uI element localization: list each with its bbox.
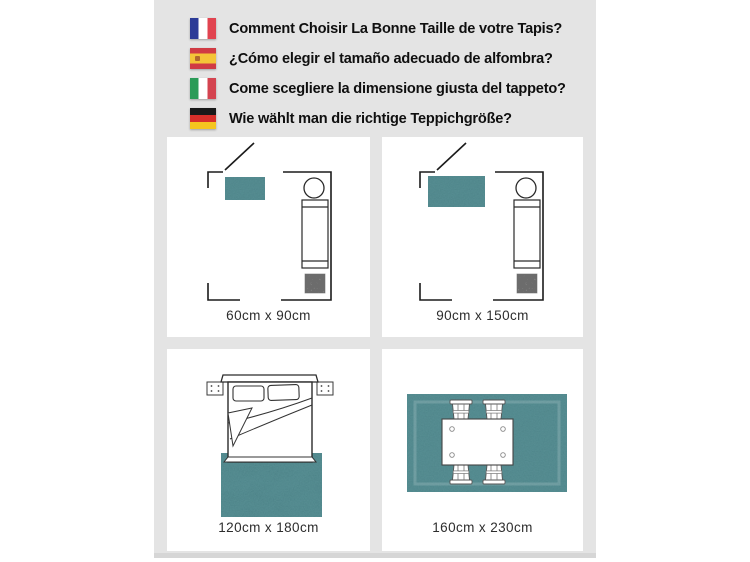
image-bottom-edge [154,553,596,558]
floorplan-small-rug-drawing [167,137,370,337]
headboard [221,375,318,382]
panel-dining-rug [382,349,583,551]
bench [514,200,540,268]
door-swing-line [437,143,466,170]
header-row-italian [190,77,576,99]
france-flag-icon [190,18,216,39]
header-text-french: Comment Choisir La Bonne Taille de votre Tapis? [229,19,563,37]
pillow-right [268,384,300,400]
italy-flag-icon [190,78,216,99]
panel-bedroom-small-rug [167,137,370,337]
floorplan-medium-rug-drawing [382,137,583,337]
header-text-spanish: ¿Cómo elegir el tamaño adecuado de alfombra? [229,49,553,67]
nightstand-right [317,382,333,395]
chair-top-left [450,400,472,419]
bed-foot-rail [224,457,316,462]
side-table [516,178,536,198]
door-swing-line [225,143,254,170]
header-row-spanish [190,47,563,69]
header-row-german [190,107,521,129]
size-label: 160cm x 230cm [432,520,533,535]
rug-size-guide-image [154,0,596,558]
dining-table [442,419,513,465]
bench [302,200,328,268]
plant [305,274,325,293]
side-table [304,178,324,198]
rug-60x90 [225,177,265,200]
rug-90x150 [428,176,485,207]
header-text-italian: Come scegliere la dimensione giusta del tappeto? [229,79,566,97]
size-label: 90cm x 150cm [436,308,529,323]
panel-bedroom-medium-rug [382,137,583,337]
pillow-left [233,386,264,401]
panel-bed-rug [167,349,370,551]
germany-flag-icon [190,108,216,129]
size-label: 120cm x 180cm [218,520,319,535]
nightstand-left [207,382,223,395]
spain-flag-icon [190,48,216,69]
chair-bottom-right [483,465,505,484]
header-row-french [190,17,572,39]
chair-top-right [483,400,505,419]
chair-bottom-left [450,465,472,484]
header-text-german: Wie wählt man die richtige Teppichgröße? [229,109,512,127]
bed [224,382,316,462]
plant [517,274,537,293]
size-label: 60cm x 90cm [226,308,311,323]
